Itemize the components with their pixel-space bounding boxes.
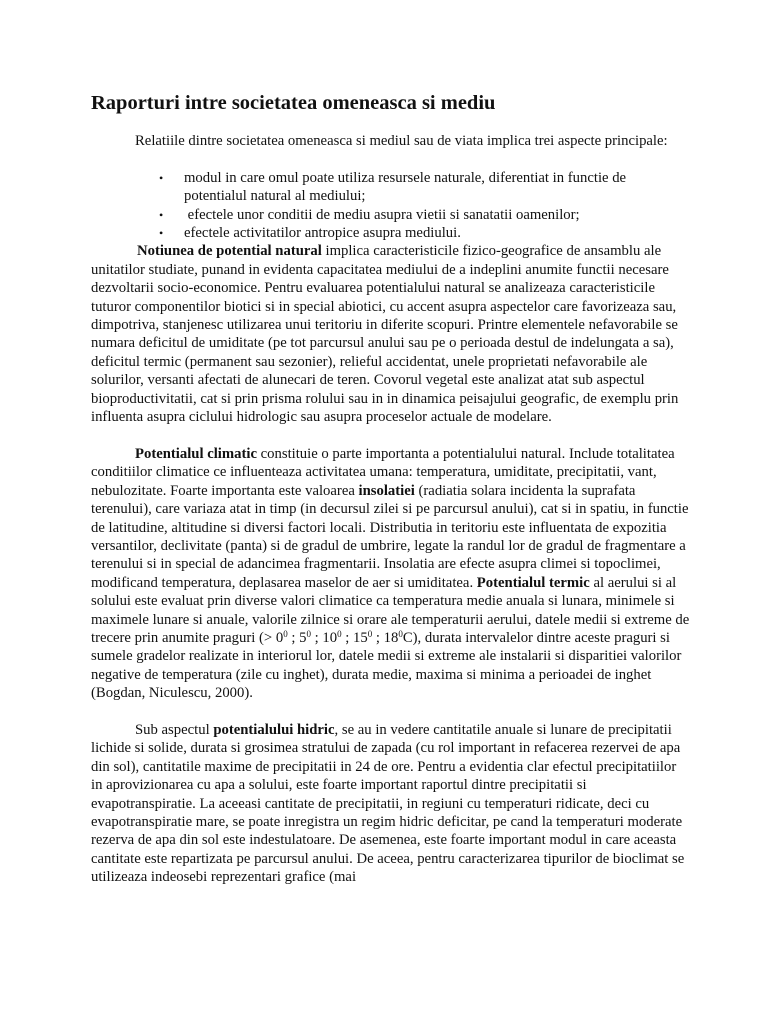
natural-potential-text: implica caracteristicile fizico-geografice de ansamblu ale unitatilor studiate, punand in evidenta capacitatea mediului de a indeplini anumite functii necesare dezvoltarii socio-economice. Pentru evaluarea potentialului natural se analizeaza caracteristicile tuturor componentilor biotici si in special abiotici, cu accent asupra aspectelor care favorizeaza sau, dimpotriva, stanjenesc utilizarea unui teritoriu in diferite scopuri. Printre elementele nefavorabile se numara deficitul de umiditate (pe tot parcursul anului sau pe o perioada destul de indelungata a sa), deficitul termic (permanent sau sezonier), relieful accidentat, unele proprietati nefavorabile ale solurilor, versanti afectati de alunecari de teren. Covorul vegetal este analizat atat sub aspectul bioproductivitatii, cat si prin prisma rolului sau in in dinamica peisajului geografic, de exemplu prin influenta asupra ciclului hidrologic sau asupra proceselor actuale de modelare. xyxy=(91,243,679,426)
hydric-potential-term: potentialului hidric xyxy=(213,721,335,738)
hydric-text-before: Sub aspectul xyxy=(135,721,214,738)
thermal-potential-term: Potentialul termic xyxy=(476,574,590,591)
climatic-text-2: (radiatia solara incidenta la suprafata terenului), care variaza atat in timp (in decursul zilei si pe parcursul anului), cat si in spatiu, in functie de latitudine, altitudine si diversi factori locali. Distributia in teritoriu este influentata de expozitia versantilor, declivitate (panta) si de gradul de umbrire, legate la randul lor de gradul de fragmentare a terenului si in special de adancimea fragmentarii. Insolatia are efecte asupra climei si topoclimei, modificand temperatura, deplasarea maselor de aer si umiditatea. xyxy=(91,482,689,591)
degree-superscript: 0 xyxy=(367,628,373,639)
list-item-text: efectele activitatilor antropice asupra mediului. xyxy=(184,225,461,242)
bullet-icon: • xyxy=(159,170,164,185)
bullet-icon: • xyxy=(159,207,164,222)
intro-paragraph: Relatiile dintre societatea omeneasca si mediul sau de viata implica trei aspecte principale: xyxy=(135,133,668,149)
document-title: Raporturi intre societatea omeneasca si mediu xyxy=(91,92,496,114)
climatic-text-4: C), durata intervalelor dintre aceste praguri si sumele gradelor realizate in interiorul lor, datele medii si extreme ale instalarii si disparitiei valorilor negative de temperatura (zile cu inghet), durata medie, maxima si minima a perioadei de inghet (Bogdan, Niculescu, 2000). xyxy=(91,629,682,702)
list-item xyxy=(91,206,691,224)
bullet-icon: • xyxy=(159,226,164,241)
natural-potential-term: Notiunea de potential natural xyxy=(137,243,322,260)
climatic-potential-term: Potentialul climatic xyxy=(135,445,257,462)
degree-superscript: 0 xyxy=(337,628,342,639)
document-page xyxy=(91,90,691,887)
natural-potential-paragraph xyxy=(91,242,691,426)
threshold-10: ; 10 xyxy=(310,629,338,646)
list-item-text: efectele unor conditii de mediu asupra vietii si sanatatii oamenilor; xyxy=(184,206,580,223)
degree-superscript: 0 xyxy=(398,628,403,639)
list-item-text: modul in care omul poate utiliza resursele naturale, diferentiat in functie de potentialul natural al mediului; xyxy=(184,169,627,205)
aspects-list xyxy=(91,169,691,243)
climatic-text-3: al aerului si al solului este evaluat prin diverse valori climatice ca temperatura medie anuala si lunara, minimele si maximele lunare si anuale, valorile zilnice si orare ale temperaturii aerului, datele medii si extreme de trecere prin anumite praguri (> 0 xyxy=(91,574,690,646)
list-item xyxy=(91,224,691,242)
threshold-5: ; 5 xyxy=(287,629,307,646)
threshold-18: ; 18 xyxy=(372,629,399,646)
threshold-15: ; 15 xyxy=(341,629,368,646)
degree-superscript: 0 xyxy=(283,628,288,639)
hydric-potential-paragraph xyxy=(91,721,691,887)
hydric-text: , se au in vedere cantitatile anuale si lunare de precipitatii lichide si solide, durata si grosimea stratului de zapada (cu rol important in refacerea rezervei de apa din sol), cantitatile maxime de precipitatii in 24 de ore. Pentru a evidentia clar efectul precipitatiilor in aprovizionarea cu apa a solului, este foarte important raportul dintre precipitatii si evapotranspiratie. La aceeasi cantitate de precipitatii, in regiuni cu temperaturi ridicate, deci cu evapotranspiratie mare, se poate inregistra un regim hidric deficitar, pe cand la temperaturi moderate rezerva de apa din sol este indestulatoare. De asemenea, este foarte important modul in care aceasta cantitate este repartizata pe parcursul anului. De aceea, pentru caracterizarea tipurilor de bioclimat se utilizeaza indeosebi reprezentari grafice (mai xyxy=(91,721,685,886)
list-item xyxy=(91,169,691,206)
climatic-potential-paragraph xyxy=(91,445,691,703)
climatic-text-1: constituie o parte importanta a potentialului natural. Include totalitatea conditiilor climatice ce influenteaza activitatea umana: temperatura, umiditate, precipitatii, vant, nebulozitate. Foarte importanta este valoarea xyxy=(91,445,675,499)
degree-superscript: 0 xyxy=(306,628,311,639)
insolation-term: insolatiei xyxy=(358,482,415,499)
